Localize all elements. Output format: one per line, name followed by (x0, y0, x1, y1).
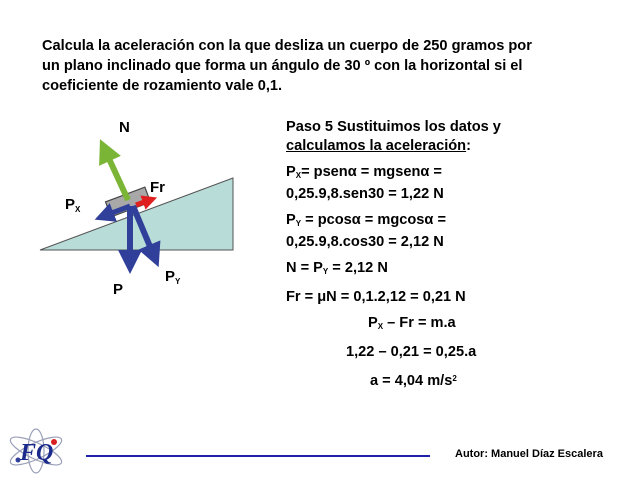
label-fr: Fr (150, 179, 165, 196)
normal-force-arrow (105, 150, 128, 200)
result-equation: a = 4,04 $m/s^2$ (370, 373, 457, 389)
step-heading-underlined: calculamos la aceleración (286, 138, 467, 154)
newton-equation: $P_X - Fr = m.a$ (368, 315, 456, 331)
footer-divider (86, 455, 430, 457)
label-n: N (119, 119, 130, 136)
label-px: $P_X$ (65, 196, 81, 214)
step-heading: Paso 5 Sustituimos los datos y calculamos la aceleración: (286, 119, 501, 154)
problem-line-2: un plano inclinado que forma un ángulo de 30 º con la horizontal si el (42, 58, 523, 74)
label-py: $P_Y$ (165, 268, 181, 286)
author-credit: Autor: Manuel Díaz Escalera (455, 448, 603, 460)
normal-equation: $N = P_Y = 2,12$ N (286, 260, 388, 276)
fq-atom-logo-icon (4, 424, 84, 476)
problem-line-3: coeficiente de rozamiento vale 0,1. (42, 78, 283, 94)
numeric-equation: 1,22 – 0,21 = 0,25.a (346, 344, 477, 360)
px-equation: $P_X=$ psenα = mgsenα = 0,25.9,8.sen30 = 1,22 N (286, 164, 444, 202)
logo-text: FQ (20, 440, 54, 466)
friction-equation: Fr = μN = 0,1.2,12 = 0,21 N (286, 289, 466, 305)
py-equation: $P_Y = pcos\alpha = mgcos\alpha$ = 0,25.9,8.cos30 = 2,12 N (286, 212, 446, 250)
solution-steps (286, 118, 616, 391)
problem-line-1: Calcula la aceleración con la que desliza un cuerpo de 250 gramos por (42, 38, 532, 54)
label-p: P (113, 281, 124, 298)
